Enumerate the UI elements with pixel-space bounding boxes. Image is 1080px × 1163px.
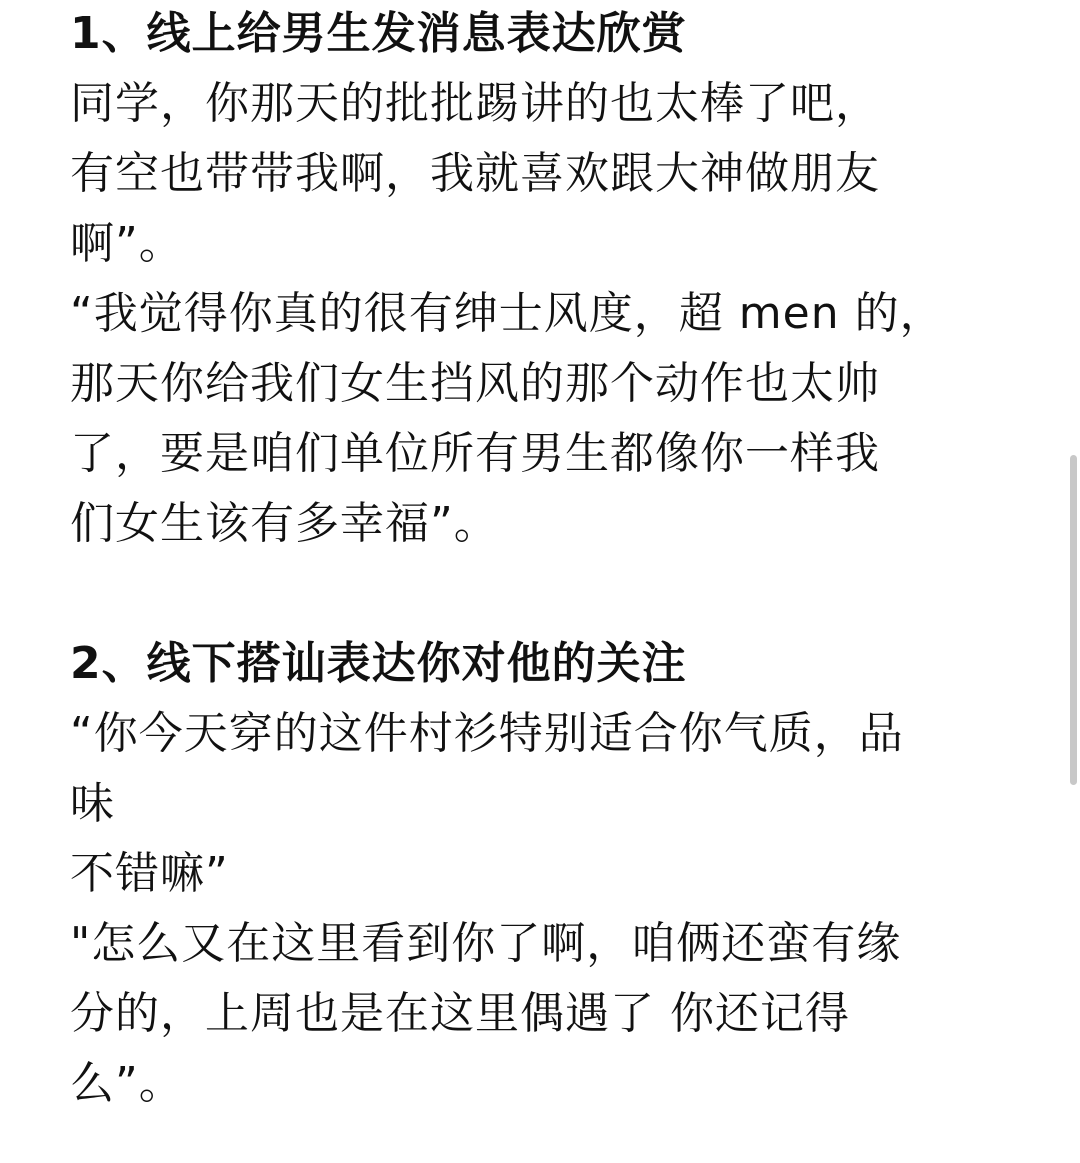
section-1-line-2: 有空也带带我啊，我就喜欢跟大神做朋友 [70,148,880,199]
section-2-line-2: 味 [70,778,115,829]
section-2-line-4: "怎么又在这里看到你了啊，咱俩还蛮有缘 [70,918,902,969]
section-2-line-3: 不错嘛” [70,848,229,899]
section-2-line-6: 么”。 [70,1058,184,1109]
vertical-scrollbar[interactable] [1070,455,1077,785]
section-1-line-1: 同学，你那天的批批踢讲的也太棒了吧， [70,78,880,129]
section-1-line-7: 们女生该有多幸福”。 [70,498,499,549]
section-1-line-3: 啊”。 [70,218,184,269]
section-2-line-5: 分的，上周也是在这里偶遇了 你还记得 [70,988,850,1039]
section-1-heading: 1、线上给男生发消息表达欣赏 [70,8,687,59]
section-1-line-4: “我觉得你真的很有绅士风度，超 men 的， [70,288,945,339]
section-2-heading: 2、线下搭讪表达你对他的关注 [70,638,687,689]
section-1-line-5: 那天你给我们女生挡风的那个动作也太帅 [70,358,880,409]
section-2-line-1: “你今天穿的这件村衫特别适合你气质，品 [70,708,904,759]
section-1-line-6: 了，要是咱们单位所有男生都像你一样我 [70,428,880,479]
